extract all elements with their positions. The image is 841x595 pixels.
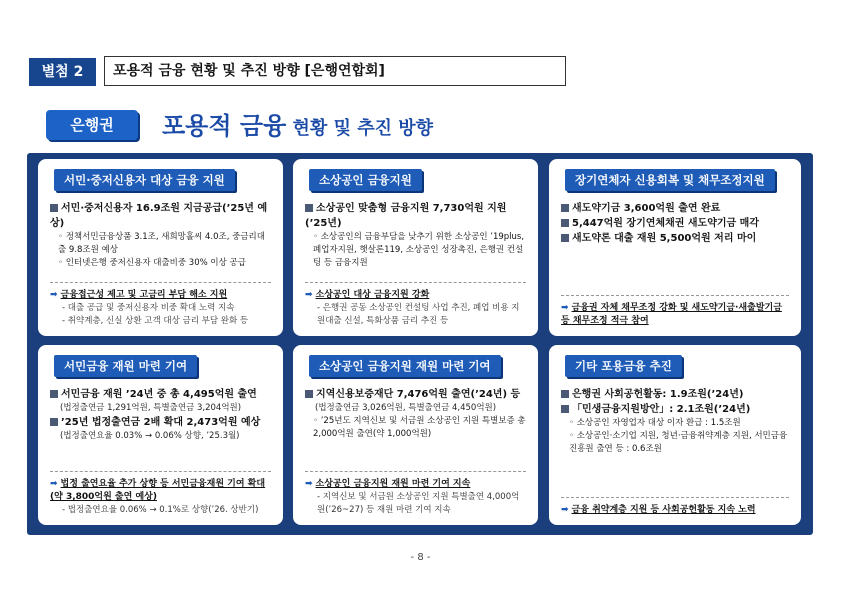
card-title: 소상공인 금융지원 재원 마련 기여 bbox=[309, 355, 501, 377]
checkbox-icon bbox=[561, 390, 569, 398]
card-small-business-support bbox=[293, 159, 538, 336]
arrow-right-icon: ➡ bbox=[561, 303, 569, 313]
page-heading: 포용적 금융 현황 및 추진 방향 [은행연합회] bbox=[104, 56, 566, 86]
card-small-business-funding bbox=[293, 345, 538, 525]
content-panel bbox=[27, 153, 813, 535]
footer-sub: - 지역신보 및 서금원 소상공인 지원 특별출연 4,000억원(’26~27) 등 재원 마련 기여 지속 bbox=[317, 492, 520, 515]
card-other-inclusive-finance bbox=[549, 345, 801, 525]
checkbox-icon bbox=[50, 390, 58, 398]
card-body bbox=[561, 201, 789, 246]
checkbox-icon bbox=[561, 219, 569, 227]
card-footer bbox=[50, 471, 271, 517]
banner-title-sub: 현황 및 추진 방향 bbox=[286, 118, 434, 139]
appendix-tag: 별첨 2 bbox=[29, 58, 96, 86]
card-sub-line: (법정출연금 3,026억원, 특별출연금 4,450억원) bbox=[315, 403, 497, 413]
footer-sub: - 취약계층, 신실 상환 고객 대상 금리 부담 완화 등 bbox=[62, 316, 249, 326]
card-debt-restructuring bbox=[549, 159, 801, 336]
card-footer bbox=[305, 282, 526, 328]
footer-main: ➡ 금융 취약계층 지원 등 사회공헌활동 지속 노력 bbox=[561, 505, 756, 515]
card-footer bbox=[561, 497, 789, 517]
checkbox-icon bbox=[561, 405, 569, 413]
card-sub-line: (법정출연요율 0.03% → 0.06% 상향, ’25.3월) bbox=[60, 431, 240, 441]
card-title: 소상공인 금융지원 bbox=[309, 169, 422, 191]
card-body bbox=[561, 387, 789, 456]
bullet-item: ◦ 소상공인의 금융부담을 낮추기 위한 소상공인 ’19plus, 폐업자지원, 햇살론119, 소상공인 성장촉진, 은행권 컨설팅 등 금융지원 bbox=[313, 232, 525, 268]
arrow-right-icon: ➡ bbox=[561, 505, 569, 515]
banner-title bbox=[162, 106, 433, 141]
footer-sub: - 대출 공급 및 중저신용자 비중 확대 노력 지속 bbox=[62, 303, 235, 313]
card-body bbox=[50, 387, 271, 443]
card-footer bbox=[561, 295, 789, 328]
card-low-credit-support bbox=[38, 159, 283, 336]
footer-main: ➡ 금융접근성 제고 및 고금리 부담 해소 지원 bbox=[50, 290, 228, 300]
bullet-item: ◦ 소상공인 자영업자 대상 이자 환급 : 1.5조원 bbox=[569, 418, 741, 428]
footer-main: ➡ 법정 출연요율 추가 상향 등 서민금융재원 기여 확대(약 3,800억원 출연 예상) bbox=[50, 479, 266, 502]
checkbox-icon bbox=[305, 204, 313, 212]
footer-sub: - 법정출연요율 0.06% → 0.1%로 상향(’26. 상반기) bbox=[62, 505, 259, 515]
checkbox-icon bbox=[50, 204, 58, 212]
card-main-line: 5,447억원 장기연체채권 새도약기금 매각 bbox=[561, 216, 789, 231]
arrow-right-icon: ➡ bbox=[50, 479, 58, 489]
card-microfinance-funding bbox=[38, 345, 283, 525]
card-main-line: 「민생금융지원방안」: 2.1조원(’24년) bbox=[561, 402, 789, 417]
bullet-item: ◦ 정책서민금융상품 3.1조, 새희망홀씨 4.0조, 중금리대출 9.8조원 예상 bbox=[58, 232, 265, 255]
banner-title-main: 포용적 금융 bbox=[162, 112, 287, 140]
page-number: - 8 - bbox=[410, 552, 431, 563]
bullet-item: ◦ 인터넷은행 중저신용자 대출비중 30% 이상 공급 bbox=[58, 258, 246, 268]
card-main-line: 새도약기금 3,600억원 출연 완료 bbox=[561, 201, 789, 216]
card-body bbox=[50, 201, 271, 270]
card-body bbox=[305, 201, 526, 270]
card-title: 장기연체자 신용회복 및 채무조정지원 bbox=[565, 169, 775, 191]
checkbox-icon bbox=[50, 418, 58, 426]
footer-main: ➡ 소상공인 대상 금융지원 강화 bbox=[305, 290, 430, 300]
card-body bbox=[305, 387, 526, 441]
section-pill: 은행권 bbox=[46, 110, 138, 140]
card-main-line: 새도약론 대출 재원 5,500억원 저리 마이 bbox=[561, 231, 789, 246]
card-footer bbox=[50, 282, 271, 328]
arrow-right-icon: ➡ bbox=[305, 479, 313, 489]
card-main-line: 소상공인 맞춤형 금융지원 7,730억원 지원(’25년) bbox=[305, 203, 507, 229]
checkbox-icon bbox=[561, 204, 569, 212]
card-sub-line: (법정출연금 1,291억원, 특별출연금 3,204억원) bbox=[60, 403, 242, 413]
bullet-item: ◦ ’25년도 지역신보 및 서금원 소상공인 지원 특별보증 총 2,000억원 출연(약 1,000억원) bbox=[313, 416, 526, 439]
checkbox-icon bbox=[561, 234, 569, 242]
card-main-line: 서민·중저신용자 16.9조원 지금공급(’25년 예상) bbox=[50, 203, 268, 229]
footer-main: ➡ 금융권 자체 채무조정 강화 및 새도약기금·새출발기금 등 채무조정 적극 참여 bbox=[561, 303, 782, 326]
card-main-line: ’25년 법정출연금 2배 확대 2,473억원 예상 bbox=[50, 415, 271, 430]
footer-main: ➡ 소상공인 금융지원 재원 마련 기여 지속 bbox=[305, 479, 471, 489]
card-title: 서민금융 재원 마련 기여 bbox=[54, 355, 197, 377]
checkbox-icon bbox=[305, 390, 313, 398]
arrow-right-icon: ➡ bbox=[305, 290, 313, 300]
card-main-line: 지역신용보증재단 7,476억원 출연(’24년) 등 bbox=[305, 387, 526, 402]
card-title: 기타 포용금융 추진 bbox=[565, 355, 682, 377]
bullet-item: ◦ 소상공인·소기업 지원, 청년·금융취약계층 지원, 서민금융진흥원 출연 등 : 0.6조원 bbox=[569, 431, 788, 454]
card-footer bbox=[305, 471, 526, 517]
card-title: 서민·중저신용자 대상 금융 지원 bbox=[54, 169, 235, 191]
footer-sub: - 은행권 공동 소상공인 컨설팅 사업 추진, 폐업 비용 지원대출 신설, 특화상품 금리 추진 등 bbox=[317, 303, 520, 326]
card-main-line: 은행권 사회공헌활동: 1.9조원(’24년) bbox=[561, 387, 789, 402]
arrow-right-icon: ➡ bbox=[50, 290, 58, 300]
card-main-line: 서민금융 재원 ’24년 중 총 4,495억원 출연 bbox=[50, 387, 271, 402]
